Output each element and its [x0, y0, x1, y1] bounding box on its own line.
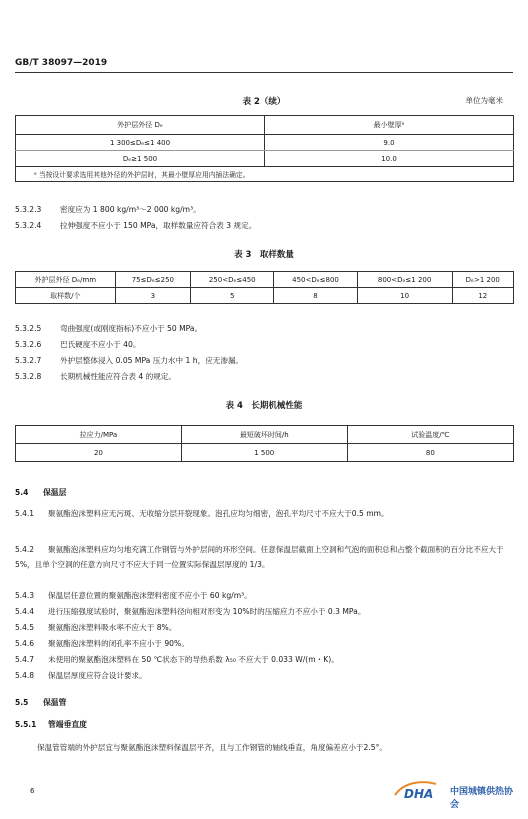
table2-cell: Dₑ≥1 500 — [16, 151, 265, 167]
clause-text: 聚氨酯泡沫塑料应均匀地充满工作钢管与外护层间的环形空间。任意保温层截面上空洞和气泡的面积总和占整个截面积的百分比不应大于 5%，且单个空洞的任意方向尺寸不应大于同一位置实际保温层厚度的 1/3。 — [15, 545, 504, 569]
clause-number: 5.3.2.7 — [15, 356, 42, 365]
table-row — [16, 151, 514, 167]
clause-number: 5.3.2.5 — [15, 324, 42, 333]
table2-col1-header: 外护层外径 Dₑ — [16, 116, 265, 135]
clause-5-4-1 — [15, 506, 512, 521]
clause-number: 5.3.2.3 — [15, 205, 42, 214]
clause-text: 保温层厚度应符合设计要求。 — [48, 671, 147, 680]
clause-text: 巴氏硬度不应小于 40。 — [60, 340, 141, 349]
table3-cell: 12 — [452, 288, 513, 304]
clause-text: 未使用的聚氨酯泡沫塑料在 50 ℃状态下的导热系数 λ₅₀ 不应大于 0.033 W/(m・K)。 — [48, 655, 339, 664]
clause-5-3-2-8 — [15, 370, 176, 383]
table4-cell: 80 — [347, 444, 513, 462]
table4-cell: 20 — [16, 444, 182, 462]
clause-text: 聚氨酯泡沫塑料吸水率不应大于 8%。 — [48, 623, 177, 632]
table4-cell: 1 500 — [181, 444, 347, 462]
clause-number: 5.3.2.6 — [15, 340, 42, 349]
clause-number: 5.4.1 — [15, 509, 35, 518]
clause-5-4-5 — [15, 621, 176, 634]
table2-cell: 1 300≤Dₑ≤1 400 — [16, 135, 265, 151]
clause-5-4-7 — [15, 653, 339, 666]
clause-text: 拉伸强度不应小于 150 MPa，取样数量应符合表 3 规定。 — [60, 221, 257, 230]
table2-col2-header: 最小壁厚ᵃ — [265, 116, 514, 135]
clause-number: 5.4.5 — [15, 623, 35, 632]
table3-header-cell: 800<Dₑ≤1 200 — [357, 272, 452, 288]
table-row — [16, 288, 514, 304]
clause-5-4-2 — [15, 542, 512, 572]
table2 — [15, 115, 514, 182]
clause-5-4-4 — [15, 605, 365, 618]
section-5-4-heading — [15, 487, 66, 498]
clause-5-3-2-5 — [15, 322, 202, 335]
clause-number: 5.4.4 — [15, 607, 35, 616]
table4-header-cell: 最短破坏时间/h — [181, 426, 347, 444]
clause-number: 5.4.8 — [15, 671, 35, 680]
clause-text: 长期机械性能应符合表 4 的规定。 — [60, 372, 176, 381]
table-row — [16, 444, 514, 462]
clause-number: 5.4.2 — [15, 545, 35, 554]
section-title: 保温层 — [43, 488, 67, 497]
table3 — [15, 271, 514, 304]
clause-5-3-2-3 — [15, 203, 201, 216]
page-number: 6 — [30, 787, 35, 795]
table2-cell: 10.0 — [265, 151, 514, 167]
table2-caption: 表 2（续） — [242, 97, 286, 107]
table4-header-cell: 拉应力/MPa — [16, 426, 182, 444]
clause-5-3-2-6 — [15, 338, 140, 351]
clause-text: 聚氨酯泡沫塑料应无污斑、无收缩分层开裂现象。泡孔应均匀细密，泡孔平均尺寸不应大于0.5 mm。 — [48, 509, 389, 518]
dha-logo-icon — [392, 778, 448, 802]
clause-5-4-3 — [15, 589, 252, 602]
clause-text: 保温层任意位置的聚氨酯泡沫塑料密度不应小于 60 kg/m³。 — [48, 591, 252, 600]
table3-cell: 3 — [115, 288, 191, 304]
table3-cell: 8 — [274, 288, 357, 304]
clause-5-3-2-7 — [15, 354, 243, 367]
clause-text: 进行压缩强度试验时，聚氨酯泡沫塑料径向相对形变为 10%时的压缩应力不应小于 0.3 MPa。 — [48, 607, 366, 616]
table3-caption: 表 3 取样数量 — [234, 250, 294, 260]
table4 — [15, 425, 514, 462]
section-5-5-1-heading — [15, 719, 87, 730]
clause-5-4-8 — [15, 669, 147, 682]
table-row — [16, 272, 514, 288]
clause-number: 5.3.2.8 — [15, 372, 42, 381]
table3-header-cell: 75≤Dₑ≤250 — [115, 272, 191, 288]
section-number: 5.4 — [15, 488, 29, 497]
paragraph-5-5-1: 保温管管端的外护层宜与聚氨酯泡沫塑料保温层平齐，且与工作钢管的轴线垂直，角度偏差应小于2.5°。 — [37, 743, 387, 752]
table3-cell: 5 — [191, 288, 274, 304]
header-rule — [15, 72, 513, 73]
standard-number: GB/T 38097—2019 — [15, 58, 108, 68]
clause-number: 5.3.2.4 — [15, 221, 42, 230]
table3-header-cell: Dₑ>1 200 — [452, 272, 513, 288]
table2-note: ᵃ 当按设计要求选用其他外径的外护层时，其最小壁厚应用内插法确定。 — [16, 167, 514, 182]
clause-5-4-6 — [15, 637, 189, 650]
table4-caption: 表 4 长期机械性能 — [225, 401, 303, 411]
table4-header-cell: 试验温度/℃ — [347, 426, 513, 444]
table-row — [16, 426, 514, 444]
table3-header-cell: 450<Dₑ≤800 — [274, 272, 357, 288]
table3-cell: 10 — [357, 288, 452, 304]
clause-text: 弯曲强度(或刚度指标)不应小于 50 MPa。 — [60, 324, 203, 333]
clause-number: 5.4.3 — [15, 591, 35, 600]
table2-cell: 9.0 — [265, 135, 514, 151]
section-title: 保温管 — [43, 698, 67, 707]
section-number: 5.5 — [15, 698, 29, 707]
section-number: 5.5.1 — [15, 720, 37, 729]
clause-number: 5.4.6 — [15, 639, 35, 648]
clause-5-3-2-4 — [15, 219, 256, 232]
table3-header-cell: 250<Dₑ≤450 — [191, 272, 274, 288]
table3-header-cell: 外护层外径 Dₑ/mm — [16, 272, 116, 288]
table3-cell: 取样数/个 — [16, 288, 116, 304]
dha-logo — [392, 778, 517, 810]
clause-number: 5.4.7 — [15, 655, 35, 664]
section-5-5-heading — [15, 697, 66, 708]
logo-mark-text: DHA — [404, 787, 434, 801]
clause-text: 密度应为 1 800 kg/m³～2 000 kg/m³。 — [60, 205, 201, 214]
table2-unit: 单位为毫米 — [465, 96, 503, 105]
clause-text: 聚氨酯泡沫塑料的闭孔率不应小于 90%。 — [48, 639, 189, 648]
table-row — [16, 135, 514, 151]
logo-text: 中国城镇供热协会 — [450, 787, 514, 810]
section-title: 管端垂直度 — [48, 720, 87, 729]
clause-text: 外护层整体浸入 0.05 MPa 压力水中 1 h，应无渗漏。 — [60, 356, 244, 365]
